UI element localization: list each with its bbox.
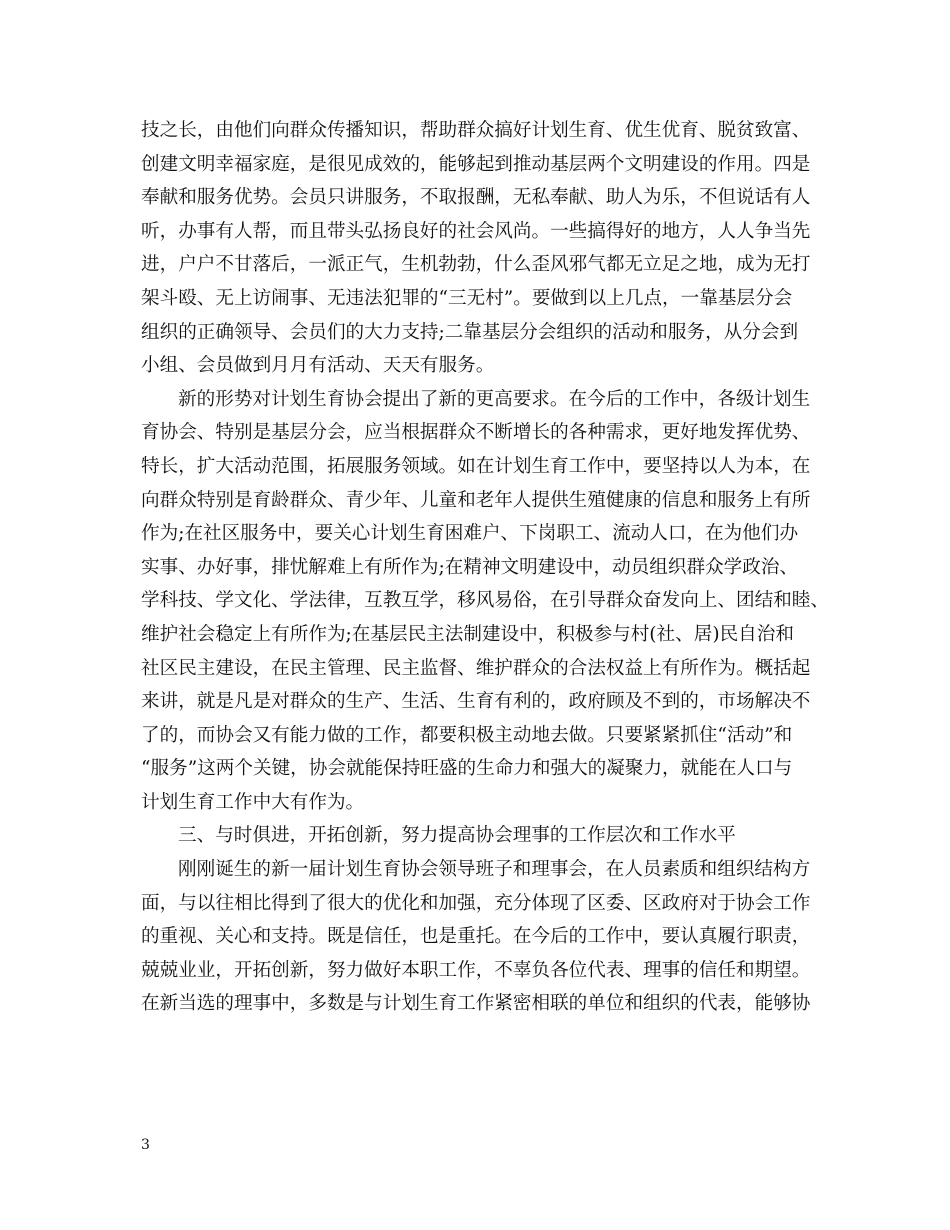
text-line: 听，办事有人帮，而且带头弘扬良好的社会风尚。一些搞得好的地方，人人争当先 [141, 220, 811, 242]
text-line: 实事、办好事，排忧解难上有所作为;在精神文明建设中，动员组织群众学政治、 [141, 556, 799, 578]
text-line: 三、与时俱进，开拓创新，努力提高协会理事的工作层次和工作水平 [178, 825, 736, 847]
text-line: 技之长，由他们向群众传播知识，帮助群众搞好计划生育、优生优育、脱贫致富、 [141, 120, 811, 141]
text-line: 小组、会员做到月月有活动、天天有服务。 [141, 355, 495, 377]
text-line: 组织的正确领导、会员们的大力支持;二靠基层分会组织的活动和服务，从分会到 [141, 321, 799, 343]
text-line: 计划生育工作中大有作为。 [141, 791, 365, 813]
text-line: 兢兢业业，开拓创新，努力做好本职工作，不辜负各位代表、理事的信任和期望。 [141, 959, 811, 981]
text-line: 架斗殴、无上访闹事、无违法犯罪的“三无村”。要做到以上几点，一靠基层分会 [141, 287, 793, 309]
text-line: 刚刚诞生的新一届计划生育协会领导班子和理事会，在人员素质和组织结构方 [178, 859, 811, 881]
text-line: 向群众特别是育龄群众、青少年、儿童和老年人提供生殖健康的信息和服务上有所 [141, 489, 811, 511]
text-line: 社区民主建设，在民主管理、民主监督、维护群众的合法权益上有所作为。概括起 [141, 657, 811, 679]
page-number: 3 [141, 1137, 150, 1153]
text-line: 来讲，就是凡是对群众的生产、生活、生育有利的，政府顾及不到的，市场解决不 [141, 691, 811, 713]
text-line: 面，与以往相比得到了很大的优化和加强，充分体现了区委、区政府对于协会工作 [141, 892, 811, 914]
text-line: 创建文明幸福家庭，是很见成效的，能够起到推动基层两个文明建设的作用。四是 [141, 153, 811, 175]
text-line: 育协会、特别是基层分会，应当根据群众不断增长的各种需求，更好地发挥优势、 [141, 422, 811, 444]
text-line: 维护社会稳定上有所作为;在基层民主法制建设中，积极参与村(社、居)民自治和 [141, 623, 794, 645]
body-text [141, 114, 831, 1021]
text-line: “服务”这两个关键，协会就能保持旺盛的生命力和强大的凝聚力，就能在人口与 [141, 758, 793, 780]
text-line: 作为;在社区服务中，要关心计划生育困难户、下岗职工、流动人口，在为他们办 [141, 523, 799, 545]
text-line: 新的形势对计划生育协会提出了新的更高要求。在今后的工作中，各级计划生 [178, 388, 811, 410]
text-line: 特长，扩大活动范围，拓展服务领域。如在计划生育工作中，要坚持以人为本，在 [141, 455, 811, 477]
text-line: 了的，而协会又有能力做的工作，都要积极主动地去做。只要紧紧抓住“活动”和 [141, 724, 793, 746]
text-line: 奉献和服务优势。会员只讲服务，不取报酬，无私奉献、助人为乐，不但说话有人 [141, 187, 811, 209]
text-line: 进，户户不甘落后，一派正气，生机勃勃，什么歪风邪气都无立足之地，成为无打 [141, 254, 811, 276]
text-line: 的重视、关心和支持。既是信任，也是重托。在今后的工作中，要认真履行职责， [141, 926, 811, 948]
text-line: 学科技、学文化、学法律，互教互学，移风易俗，在引导群众奋发向上、团结和睦、 [141, 590, 829, 612]
text-line: 在新当选的理事中，多数是与计划生育工作紧密相联的单位和组织的代表，能够协 [141, 993, 811, 1015]
